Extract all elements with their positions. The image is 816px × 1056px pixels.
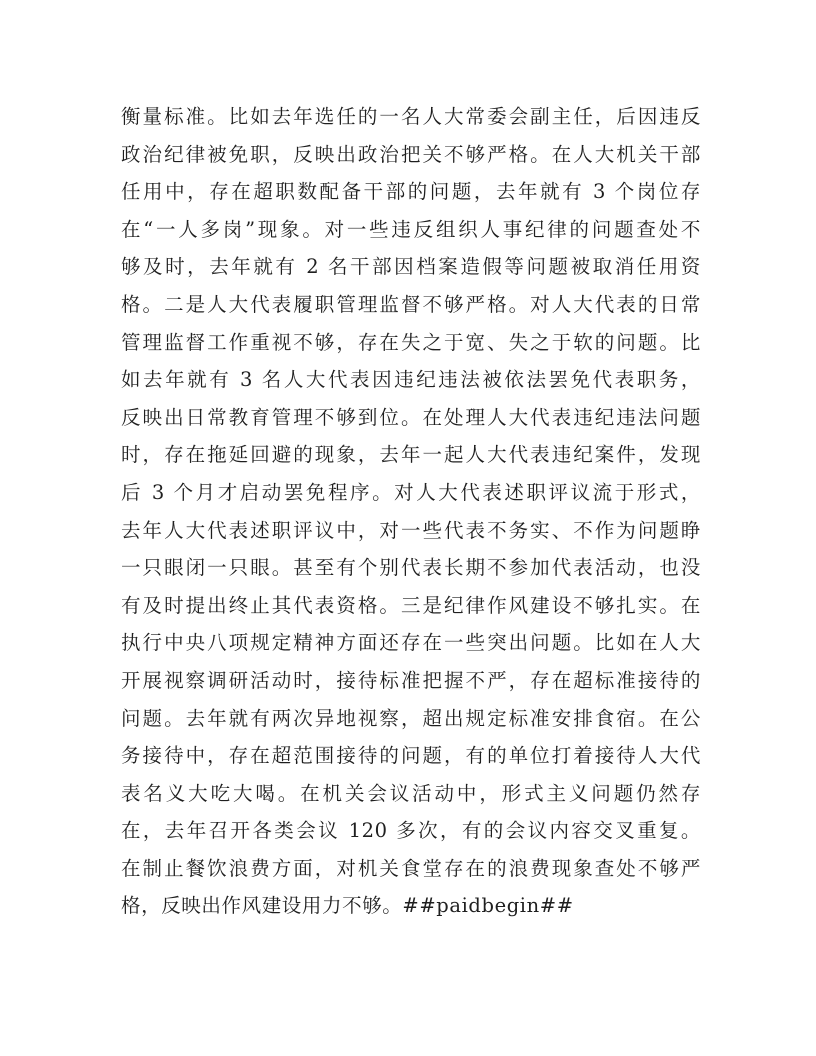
text-line: 后 3 个月才启动罢免程序。对人大代表述职评议流于形式， (121, 480, 701, 504)
text-line: 问题。去年就有两次异地视察，超出规定标准安排食宿。在公 (121, 706, 701, 730)
text-line: 开展视察调研活动时，接待标准把握不严，存在超标准接待的 (121, 668, 701, 692)
text-line: 执行中央八项规定精神方面还存在一些突出问题。比如在人大 (121, 631, 701, 655)
text-line: 在“一人多岗”现象。对一些违反组织人事纪律的问题查处不 (121, 217, 701, 241)
text-line: 格。二是人大代表履职管理监督不够严格。对人大代表的日常 (121, 292, 701, 316)
text-line: 任用中，存在超职数配备干部的问题，去年就有 3 个岗位存 (121, 180, 701, 204)
text-line: 有及时提出终止其代表资格。三是纪律作风建设不够扎实。在 (121, 593, 701, 617)
text-line: 在，去年召开各类会议 120 多次，有的会议内容交叉重复。 (121, 819, 701, 843)
text-line: 反映出日常教育管理不够到位。在处理人大代表违纪违法问题 (121, 405, 701, 429)
text-line: 表名义大吃大喝。在机关会议活动中，形式主义问题仍然存 (121, 781, 701, 805)
text-line: 格，反映出作风建设用力不够。##paidbegin## (121, 894, 574, 918)
text-line: 衡量标准。比如去年选任的一名人大常委会副主任，后因违反 (121, 105, 701, 128)
text-line: 政治纪律被免职，反映出政治把关不够严格。在人大机关干部 (121, 142, 701, 166)
text-line: 管理监督工作重视不够，存在失之于宽、失之于软的问题。比 (121, 330, 701, 354)
text-line: 够及时，去年就有 2 名干部因档案造假等问题被取消任用资 (121, 255, 701, 279)
text-line: 时，存在拖延回避的现象，去年一起人大代表违纪案件，发现 (121, 443, 701, 467)
text-line: 一只眼闭一只眼。甚至有个别代表长期不参加代表活动，也没 (121, 556, 701, 580)
body-text (121, 98, 701, 925)
text-line: 务接待中，存在超范围接待的问题，有的单位打着接待人大代 (121, 744, 701, 768)
text-line: 去年人大代表述职评议中，对一些代表不务实、不作为问题睁 (121, 518, 701, 542)
text-line: 如去年就有 3 名人大代表因违纪违法被依法罢免代表职务， (121, 368, 701, 392)
text-line: 在制止餐饮浪费方面，对机关食堂存在的浪费现象查处不够严 (121, 856, 701, 880)
